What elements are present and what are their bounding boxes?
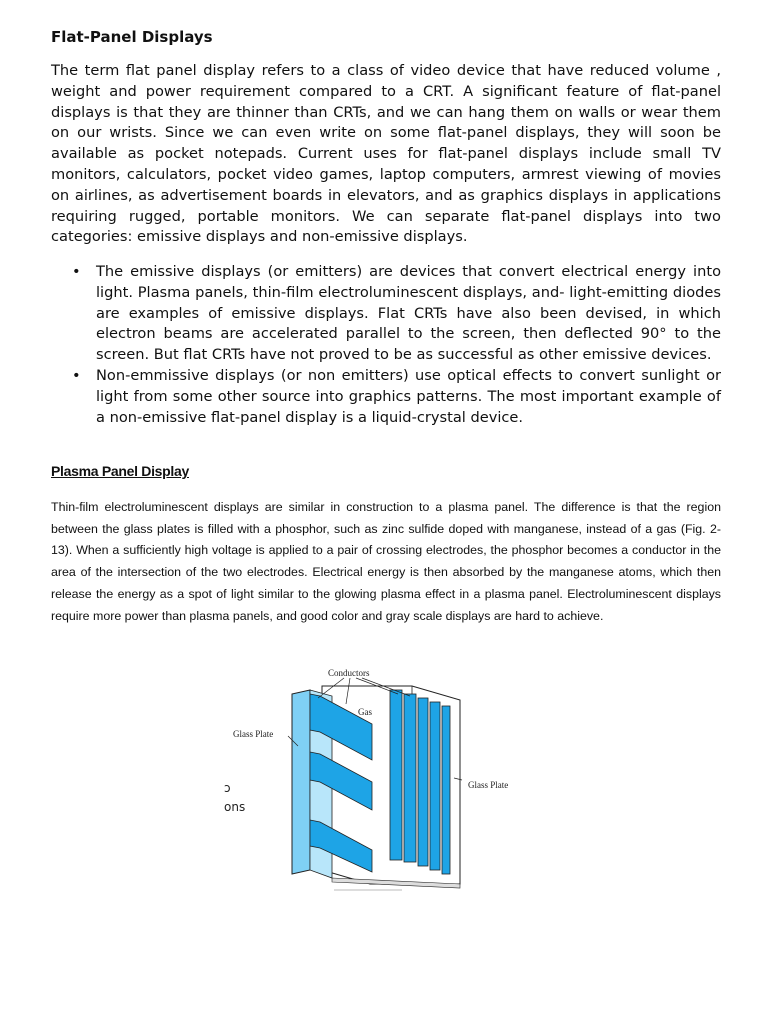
- page-title: Flat-Panel Displays: [51, 28, 213, 46]
- bullet-icon: •: [72, 263, 81, 280]
- front-glass-plate: [292, 690, 310, 874]
- glass-plate-label-right: Glass Plate: [468, 780, 509, 790]
- list-item-text: Non-emmissive displays (or non emitters) use optical effects to convert sunlight or light from some other source into graphics patterns. The most important example of a non-emissive flat-panel display is a liquid-crystal device.: [96, 366, 721, 426]
- vertical-conductor: [390, 690, 402, 860]
- section-heading: Plasma Panel Display: [51, 463, 189, 479]
- gas-label: Gas: [358, 707, 372, 717]
- intro-paragraph: The term flat panel display refers to a class of video device that have reduced volume , weight and power requirement compared to a CRT. A significant feature of flat-panel displays is that they are thinner than CRTs, and we can hang them on walls or wear them on our wrists. Since we can even write on some flat-panel displays, they will soon be available as pocket notepads. Current uses for flat-panel displays include small TV monitors, calculators, pocket video games, laptop computers, armrest viewing of movies on airlines, as advertisement boards in elevators, and as graphics displays in applications requiring rugged, portable monitors. We can separate flat-panel displays into two categories: emissive displays and non-emissive displays.: [51, 62, 721, 246]
- bullet-icon: •: [72, 366, 81, 384]
- vertical-conductor: [442, 706, 450, 874]
- list-item-emissive: [51, 262, 721, 366]
- cropped-text-fragment: ons: [224, 800, 246, 814]
- plasma-paragraph: Thin-film electroluminescent displays are similar in construction to a plasma panel. The difference is that the region between the glass plates is filled with a phosphor, such as zinc sulfide doped with manganese, instead of a gas (Fig. 2-13). When a sufficiently high voltage is applied to a pair of crossing electrodes, the phosphor becomes a conductor in the area of the intersection of the two electrodes. Electrical energy is then absorbed by the manganese atoms, which then release the energy as a spot of light similar to the glowing plasma effect in a plasma panel. Electroluminescent displays require more power than plasma panels, and good color and gray scale displays are hard to achieve.: [51, 500, 721, 623]
- list-item-non-emissive: [51, 366, 721, 428]
- glass-plate-label-left: Glass Plate: [233, 729, 274, 739]
- list-item-text: The emissive displays (or emitters) are devices that convert electrical energy into light. Plasma panels, thin-film electroluminescent displays, and- light-emitting diodes are examples of emissive displays. Flat CRTs have also been devised, in which electron beams are accelerated parallel to the screen, then deflected 90° to the screen. But flat CRTs have not proved to be as successful as other emissive devices.: [96, 263, 721, 364]
- cropped-text-fragment: ɔ: [224, 781, 231, 795]
- vertical-conductor: [418, 698, 428, 866]
- conductors-label: Conductors: [328, 668, 370, 678]
- plasma-panel-figure: [222, 664, 542, 896]
- vertical-conductor: [430, 702, 440, 870]
- vertical-conductor: [404, 694, 416, 862]
- display-types-list: [51, 262, 721, 428]
